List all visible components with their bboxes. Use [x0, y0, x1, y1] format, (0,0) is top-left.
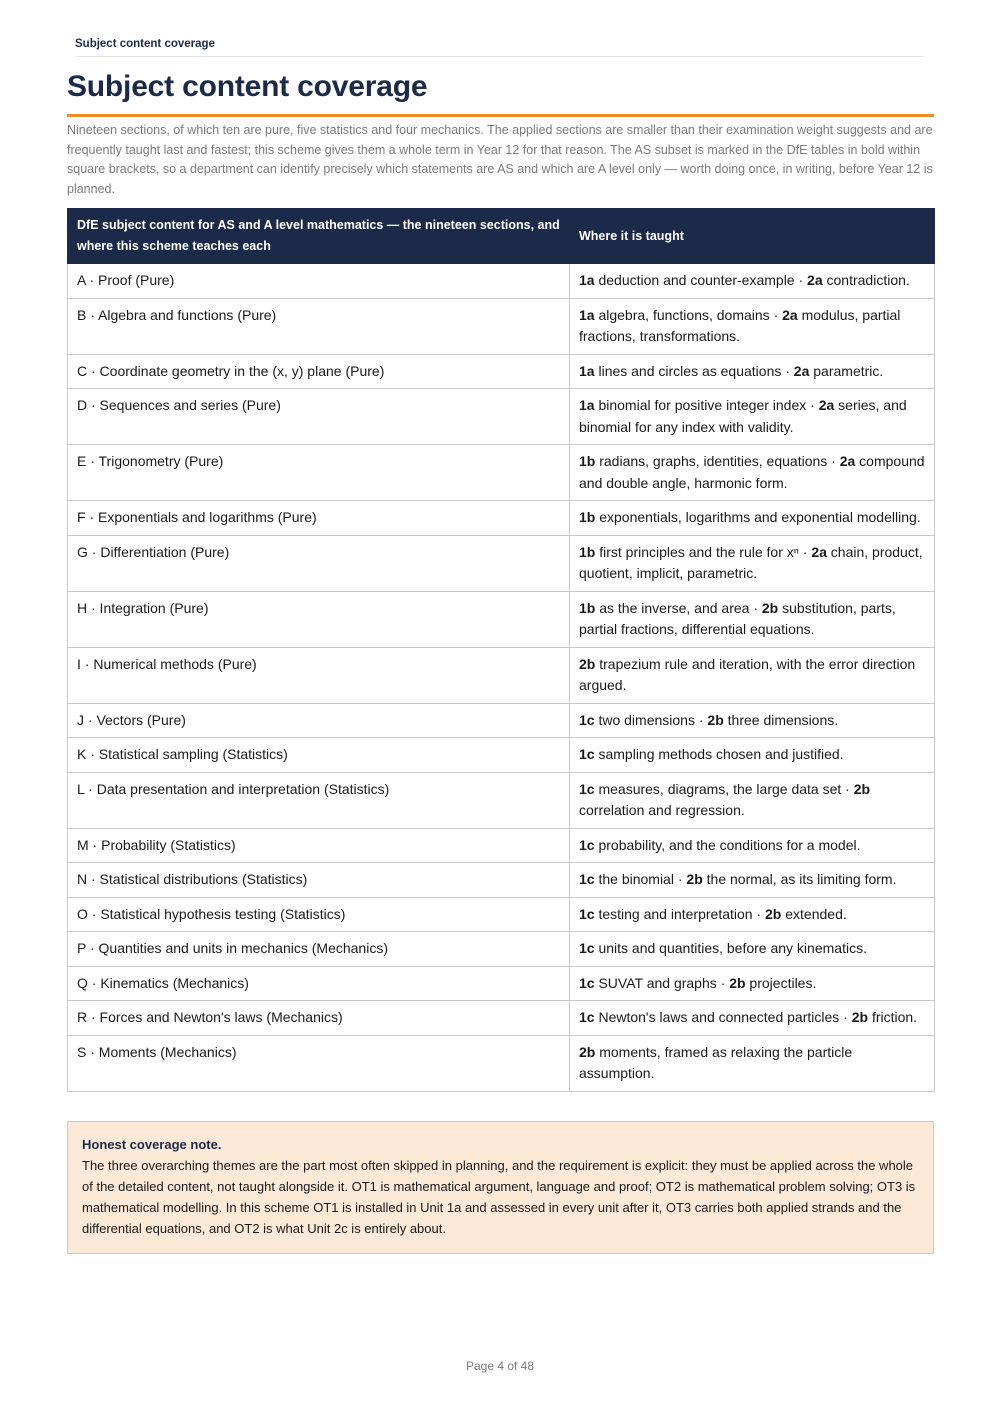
unit-code: 1c — [579, 940, 595, 956]
table-row — [68, 772, 935, 828]
section-cell: J · Vectors (Pure) — [68, 703, 570, 738]
unit-code: 1b — [579, 599, 596, 616]
where-taught-cell — [570, 932, 935, 967]
table-row — [68, 738, 935, 773]
table-row — [68, 1001, 935, 1036]
unit-code: 1c — [579, 905, 595, 922]
unit-topic-text: substitution, parts, partial fractions, differential equations. — [579, 599, 896, 637]
unit-code: 1c — [579, 836, 595, 853]
where-taught-cell — [570, 445, 935, 501]
table-row — [68, 863, 935, 898]
column-header-content: DfE subject content for AS and A level mathematics — the nineteen sections, and where this scheme teaches each — [68, 209, 570, 264]
page-number: Page 4 of 48 — [465, 1359, 535, 1373]
table-header-row — [68, 209, 935, 264]
unit-code: 2b — [729, 974, 746, 991]
where-taught-cell — [570, 828, 935, 863]
where-taught-cell — [570, 738, 935, 773]
unit-topic-text: correlation and regression. — [579, 802, 745, 818]
unit-code: 1c — [579, 871, 595, 887]
unit-code: 1a — [579, 397, 595, 413]
coverage-table — [67, 208, 935, 1092]
coverage-note — [67, 1121, 934, 1254]
unit-code: 2a — [807, 272, 823, 288]
where-taught-cell — [570, 591, 935, 647]
unit-topic-text: lines and circles as equations · — [594, 362, 794, 379]
unit-code: 1c — [579, 974, 595, 991]
table-row — [68, 445, 935, 501]
table-row — [68, 298, 935, 354]
unit-topic-text: compound and double angle, harmonic form. — [579, 453, 925, 491]
unit-code: 1b — [579, 453, 596, 469]
section-cell: A · Proof (Pure) — [68, 264, 570, 299]
where-taught-cell — [570, 1001, 935, 1036]
unit-code: 2b — [853, 780, 871, 797]
table-row — [68, 354, 935, 389]
table-row — [68, 501, 935, 536]
unit-topic-text: as the inverse, and area · — [595, 599, 762, 616]
unit-topic-text: first principles and the rule for xⁿ · — [595, 543, 812, 560]
where-taught-cell — [570, 389, 935, 445]
section-cell: K · Statistical sampling (Statistics) — [68, 738, 570, 773]
unit-topic-text: the binomial · — [594, 871, 687, 887]
unit-code: 1a — [579, 272, 595, 288]
unit-code: 2b — [579, 1043, 596, 1060]
unit-topic-text: SUVAT and graphs · — [594, 974, 730, 991]
where-taught-cell — [570, 535, 935, 591]
where-taught-cell — [570, 264, 935, 299]
unit-topic-text: testing and interpretation · — [594, 905, 766, 922]
table-row — [68, 966, 935, 1001]
where-taught-cell — [570, 647, 935, 703]
unit-code: 2b — [765, 905, 782, 922]
unit-code: 1b — [579, 543, 596, 560]
table-row — [68, 703, 935, 738]
where-taught-cell — [570, 897, 935, 932]
table-row — [68, 591, 935, 647]
unit-topic-text: extended. — [781, 905, 847, 922]
section-cell: C · Coordinate geometry in the (x, y) plane (Pure) — [68, 354, 570, 389]
section-cell: D · Sequences and series (Pure) — [68, 389, 570, 445]
section-cell: O · Statistical hypothesis testing (Statistics) — [68, 897, 570, 932]
section-cell: P · Quantities and units in mechanics (Mechanics) — [68, 932, 570, 967]
unit-topic-text: the normal, as its limiting form. — [702, 871, 897, 887]
unit-code: 1c — [579, 780, 595, 797]
section-cell: G · Differentiation (Pure) — [68, 535, 570, 591]
where-taught-cell — [570, 354, 935, 389]
unit-topic-text: contradiction. — [822, 272, 910, 288]
unit-topic-text: radians, graphs, identities, equations · — [595, 453, 840, 469]
unit-code: 1c — [579, 746, 595, 762]
note-title: Honest coverage note. — [82, 1137, 222, 1152]
unit-topic-text: exponentials, logarithms and exponential modelling. — [595, 509, 921, 525]
unit-topic-text: friction. — [868, 1009, 918, 1025]
unit-topic-text: series, and binomial for any index with validity. — [579, 397, 907, 435]
unit-topic-text: Newton's laws and connected particles · — [594, 1009, 852, 1025]
section-cell: L · Data presentation and interpretation (Statistics) — [68, 772, 570, 828]
section-cell: M · Probability (Statistics) — [68, 828, 570, 863]
unit-topic-text: trapezium rule and iteration, with the error direction argued. — [579, 655, 916, 693]
unit-topic-text: units and quantities, before any kinematics. — [594, 940, 867, 956]
unit-topic-text: chain, product, quotient, implicit, parametric. — [579, 543, 923, 581]
table-body — [68, 264, 935, 1092]
where-taught-cell — [570, 298, 935, 354]
unit-code: 1c — [579, 1009, 595, 1025]
unit-code: 2b — [579, 655, 596, 672]
section-cell: I · Numerical methods (Pure) — [68, 647, 570, 703]
unit-code: 2b — [761, 599, 779, 616]
unit-code: 2a — [818, 397, 835, 413]
unit-topic-text: three dimensions. — [723, 711, 839, 728]
unit-code: 2a — [811, 543, 827, 560]
unit-code: 1a — [579, 306, 595, 323]
column-header-where-taught: Where it is taught — [570, 209, 935, 264]
intro-paragraph: Nineteen sections, of which ten are pure, five statistics and four mechanics. The applied sections are smaller than their examination weight suggests and are frequently taught last and fastest; this scheme gives them a whole term in Year 12 for that reason. The AS subset is marked in the DfE tables in bold within square brackets, so a department can identify precisely which statements are AS and which are A level only — worth doing once, in writing, before Year 12 is planned. — [67, 123, 933, 196]
unit-code: 1c — [579, 711, 595, 728]
section-cell: R · Forces and Newton's laws (Mechanics) — [68, 1001, 570, 1036]
section-cell: H · Integration (Pure) — [68, 591, 570, 647]
unit-topic-text: measures, diagrams, the large data set · — [594, 780, 854, 797]
section-cell: Q · Kinematics (Mechanics) — [68, 966, 570, 1001]
note-body: The three overarching themes are the part most often skipped in planning, and the requirement is explicit: they must be applied across the whole of the detailed content, not taught alongside it. OT1 is mathematical argument, language and proof; OT2 is mathematical problem solving; OT3 is mathematical modelling. In this scheme OT1 is installed in Unit 1a and assessed in every unit after it, OT3 carries both applied strands and the differential equations, and OT2 is what Unit 2c is entirely about. — [82, 1158, 916, 1236]
page-title: Subject content coverage — [67, 70, 934, 117]
unit-code: 2b — [686, 871, 703, 887]
table-row — [68, 897, 935, 932]
unit-topic-text: deduction and counter-example · — [594, 272, 808, 288]
unit-topic-text: parametric. — [809, 362, 884, 379]
section-cell: E · Trigonometry (Pure) — [68, 445, 570, 501]
table-row — [68, 389, 935, 445]
section-cell: N · Statistical distributions (Statistics) — [68, 863, 570, 898]
running-header: Subject content coverage — [75, 38, 924, 57]
unit-code: 2b — [707, 711, 724, 728]
section-cell: F · Exponentials and logarithms (Pure) — [68, 501, 570, 536]
unit-topic-text: two dimensions · — [594, 711, 708, 728]
unit-code: 1b — [579, 509, 596, 525]
unit-topic-text: modulus, partial fractions, transformations. — [579, 306, 901, 344]
table-row — [68, 535, 935, 591]
where-taught-cell — [570, 772, 935, 828]
unit-code: 2a — [793, 362, 810, 379]
where-taught-cell — [570, 966, 935, 1001]
unit-code: 2a — [839, 453, 856, 469]
unit-topic-text: binomial for positive integer index · — [594, 397, 819, 413]
unit-topic-text: sampling methods chosen and justified. — [594, 746, 844, 762]
unit-code: 1a — [579, 362, 595, 379]
unit-topic-text: algebra, functions, domains · — [594, 306, 783, 323]
where-taught-cell — [570, 1035, 935, 1091]
unit-topic-text: probability, and the conditions for a model. — [594, 836, 861, 853]
unit-topic-text: moments, framed as relaxing the particle assumption. — [579, 1043, 853, 1081]
where-taught-cell — [570, 703, 935, 738]
unit-topic-text: projectiles. — [745, 974, 817, 991]
section-cell: B · Algebra and functions (Pure) — [68, 298, 570, 354]
section-cell: S · Moments (Mechanics) — [68, 1035, 570, 1091]
table-row — [68, 932, 935, 967]
unit-code: 2a — [782, 306, 798, 323]
where-taught-cell — [570, 863, 935, 898]
table-row — [68, 828, 935, 863]
table-row — [68, 264, 935, 299]
table-row — [68, 1035, 935, 1091]
table-row — [68, 647, 935, 703]
unit-code: 2b — [851, 1009, 869, 1025]
where-taught-cell — [570, 501, 935, 536]
